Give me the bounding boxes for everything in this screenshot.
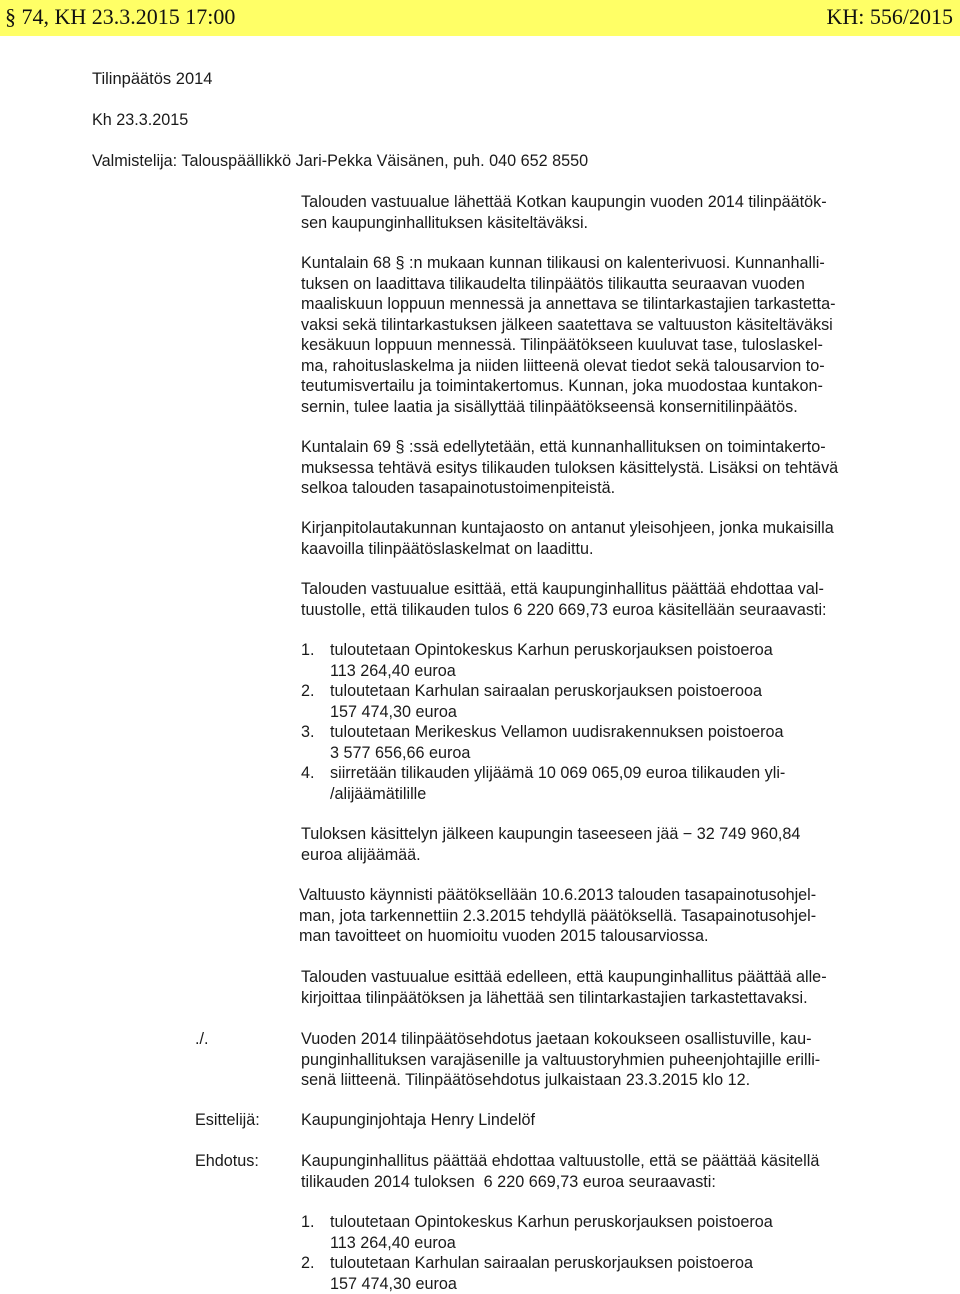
list-text: tuloutetaan Opintokeskus Karhun peruskorjauksen poistoeroa	[330, 641, 773, 659]
text-line: Kuntalain 68 § :n mukaan kunnan tilikausi on kalenterivuosi. Kunnanhalli-	[301, 253, 893, 274]
list-item	[301, 722, 901, 763]
paragraph-2	[301, 253, 893, 417]
text-line: Tuloksen käsittelyn jälkeen kaupungin taseeseen jää − 32 749 960,84	[301, 824, 893, 845]
proposal-list	[301, 1212, 901, 1294]
list-number: 3.	[301, 722, 315, 743]
text-line: teutumisvertailu ja toimintakertomus. Kunnan, joka muodostaa kuntakon-	[301, 376, 893, 397]
list-item	[301, 1253, 901, 1294]
list-amount: 157 474,30 euroa	[330, 1274, 901, 1294]
document-title: Tilinpäätös 2014	[92, 69, 212, 90]
list-amount: 113 264,40 euroa	[330, 1233, 901, 1254]
list-text: tuloutetaan Opintokeskus Karhun peruskorjauksen poistoeroa	[330, 1213, 773, 1231]
paragraph-3	[301, 437, 893, 499]
text-line: selkoa talouden tasapainotustoimenpiteistä.	[301, 478, 893, 499]
paragraph-9	[301, 1029, 893, 1091]
text-line: man tavoitteet on huomioitu vuoden 2015 talousarviossa.	[299, 926, 891, 947]
text-line: Talouden vastuualue esittää, että kaupunginhallitus päättää ehdottaa val-	[301, 579, 893, 600]
list-amount: 113 264,40 euroa	[330, 661, 901, 682]
text-line: Kuntalain 69 § :ssä edellytetään, että kunnanhallituksen on toimintakerto-	[301, 437, 893, 458]
attachment-marker: ./.	[195, 1029, 209, 1050]
text-line: kirjoittaa tilinpäätöksen ja lähettää sen tilintarkastajien tarkastettavaksi.	[301, 988, 893, 1009]
text-line: Vuoden 2014 tilinpäätösehdotus jaetaan kokoukseen osallistuville, kau-	[301, 1029, 893, 1050]
preparer-line: Valmistelija: Talouspäällikkö Jari-Pekka Väisänen, puh. 040 652 8550	[92, 151, 588, 172]
document-header	[0, 0, 960, 36]
paragraph-4	[301, 518, 893, 559]
list-item	[301, 763, 901, 804]
list-text: tuloutetaan Merikeskus Vellamon uudisrakennuksen poistoeroa	[330, 723, 784, 741]
text-line: muksessa tehtävä esitys tilikauden tuloksen käsittelystä. Lisäksi on tehtävä	[301, 458, 893, 479]
proposal-text	[301, 1151, 893, 1192]
paragraph-6	[301, 824, 893, 865]
paragraph-8	[301, 967, 893, 1008]
result-handling-list	[301, 640, 901, 804]
paragraph-5	[301, 579, 893, 620]
text-line: punginhallituksen varajäsenille ja valtuustoryhmien puheenjohtajille erilli-	[301, 1050, 893, 1071]
text-line: man, jota tarkennettiin 2.3.2015 tehdyllä päätöksellä. Tasapainotusohjel-	[299, 906, 891, 927]
list-text: tuloutetaan Karhulan sairaalan peruskorjauksen poistoerooa	[330, 682, 762, 700]
text-line: Kaupunginjohtaja Henry Lindelöf	[301, 1110, 893, 1131]
list-number: 1.	[301, 640, 315, 661]
text-line: euroa alijäämää.	[301, 845, 893, 866]
presenter-label: Esittelijä:	[195, 1110, 260, 1131]
list-item	[301, 681, 901, 722]
text-line: Talouden vastuualue esittää edelleen, että kaupunginhallitus päättää alle-	[301, 967, 893, 988]
list-text: tuloutetaan Karhulan sairaalan peruskorjauksen poistoeroa	[330, 1254, 753, 1272]
text-line: kesäkuun loppuun mennessä. Tilinpäätökseen kuuluvat tase, tuloslaskel-	[301, 335, 893, 356]
list-number: 2.	[301, 681, 315, 702]
text-line: Talouden vastuualue lähettää Kotkan kaupungin vuoden 2014 tilinpäätök-	[301, 192, 893, 213]
section-reference: § 74, KH 23.3.2015 17:00	[5, 4, 235, 30]
presenter-name	[301, 1110, 893, 1131]
list-text: siirretään tilikauden ylijäämä 10 069 065,09 euroa tilikauden yli-	[330, 764, 785, 782]
list-number: 1.	[301, 1212, 315, 1233]
text-line: tuustolle, että tilikauden tulos 6 220 669,73 euroa käsitellään seuraavasti:	[301, 600, 893, 621]
list-number: 4.	[301, 763, 315, 784]
text-line: sen kaupunginhallituksen käsiteltäväksi.	[301, 213, 893, 234]
text-line: tilikauden 2014 tuloksen 6 220 669,73 euroa seuraavasti:	[301, 1172, 893, 1193]
text-line: Valtuusto käynnisti päätöksellään 10.6.2013 talouden tasapainotusohjel-	[299, 885, 891, 906]
meeting-reference: Kh 23.3.2015	[92, 110, 188, 131]
text-line: maaliskuun loppuun mennessä ja annettava se tilintarkastajien tarkastetta-	[301, 294, 893, 315]
list-item	[301, 640, 901, 681]
paragraph-1	[301, 192, 893, 233]
text-line: ma, rahoituslaskelma ja niiden liitteenä olevat tiedot sekä talousarvion to-	[301, 356, 893, 377]
text-line: sernin, tulee laatia ja sisällyttää tilinpäätökseensä konsernitilinpäätös.	[301, 397, 893, 418]
list-amount: 3 577 656,66 euroa	[330, 743, 901, 764]
text-line: vaksi sekä tilintarkastuksen jälkeen saatettava se valtuuston käsiteltäväksi	[301, 315, 893, 336]
text-line: Kirjanpitolautakunnan kuntajaosto on antanut yleisohjeen, jonka mukaisilla	[301, 518, 893, 539]
list-amount: 157 474,30 euroa	[330, 702, 901, 723]
text-line: kaavoilla tilinpäätöslaskelmat on laadittu.	[301, 539, 893, 560]
list-item	[301, 1212, 901, 1253]
list-number: 2.	[301, 1253, 315, 1274]
proposal-label: Ehdotus:	[195, 1151, 259, 1172]
paragraph-7	[299, 885, 891, 947]
text-line: senä liitteenä. Tilinpäätösehdotus julkaistaan 23.3.2015 klo 12.	[301, 1070, 893, 1091]
text-line: tuksen on laadittava tilikaudelta tilinpäätös tilikautta seuraavan vuoden	[301, 274, 893, 295]
list-amount: /alijäämätilille	[330, 784, 901, 805]
kh-number: KH: 556/2015	[827, 4, 954, 30]
text-line: Kaupunginhallitus päättää ehdottaa valtuustolle, että se päättää käsitellä	[301, 1151, 893, 1172]
